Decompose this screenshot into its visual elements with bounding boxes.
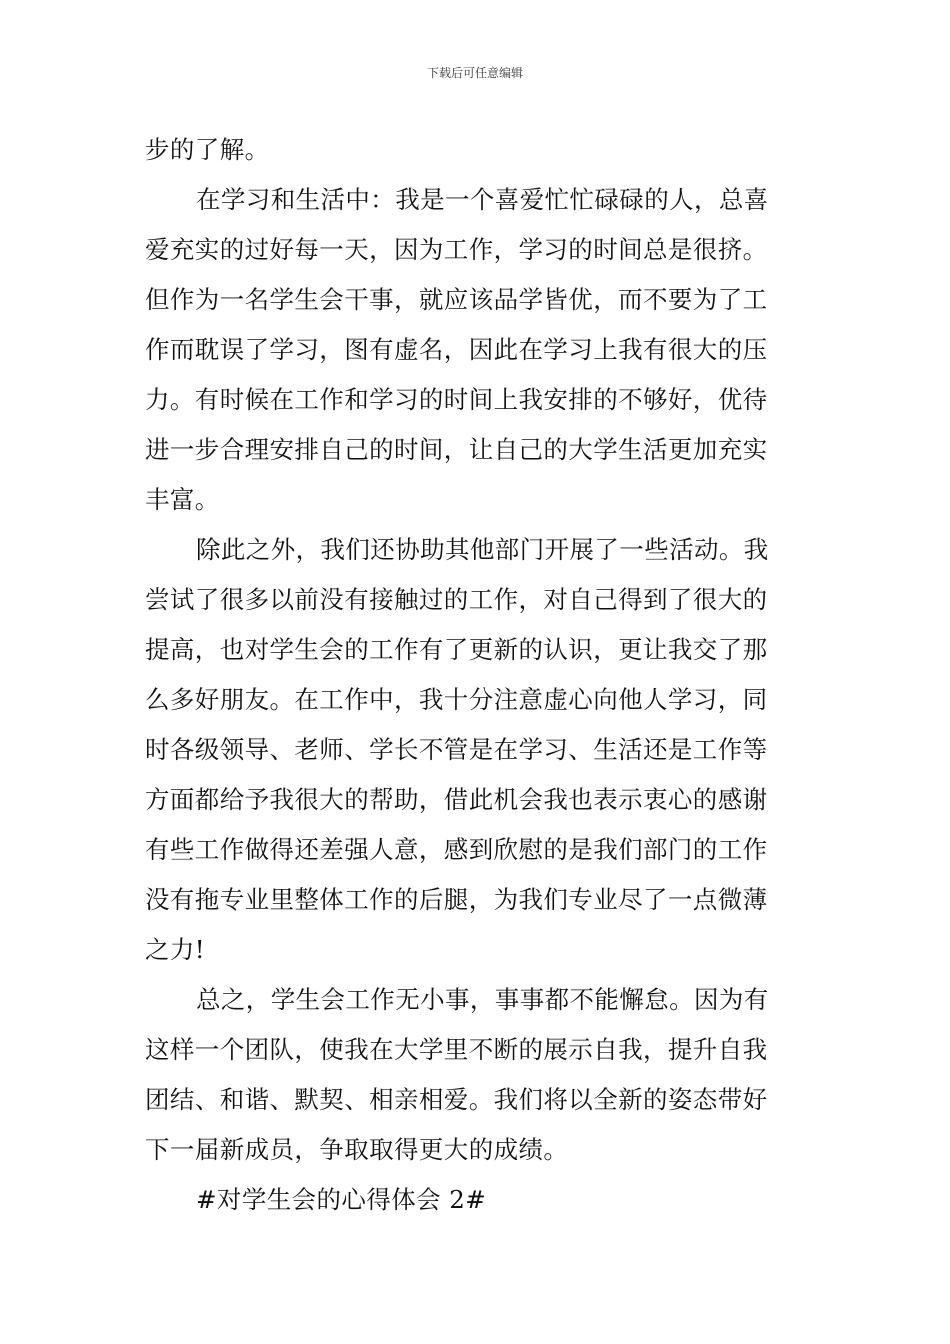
- text-line: 但作为一名学生会干事，就应该品学皆优，而不要为了工: [145, 285, 768, 314]
- text-line: 提高，也对学生会的工作有了更新的认识，更让我交了那: [145, 635, 768, 664]
- text-line: 没有拖专业里整体工作的后腿，为我们专业尽了一点微薄: [145, 885, 768, 914]
- text-line: 有些工作做得还差强人意，感到欣慰的是我们部门的工作: [145, 835, 768, 864]
- text-line: 步的了解。: [145, 135, 270, 164]
- paragraph-first-line: 总之，学生会工作无小事，事事都不能懈怠。因为有: [196, 985, 769, 1014]
- text-line: 尝试了很多以前没有接触过的工作，对自己得到了很大的: [145, 585, 768, 614]
- paragraph-first-line: 除此之外，我们还协助其他部门开展了一些活动。我: [196, 535, 769, 564]
- text-line: 这样一个团队，使我在大学里不断的展示自我，提升自我: [145, 1035, 768, 1064]
- text-line: 下一届新成员，争取取得更大的成绩。: [145, 1135, 569, 1164]
- text-line: 之力!: [145, 935, 206, 964]
- text-line: 进一步合理安排自己的时间，让自己的大学生活更加充实: [145, 435, 768, 464]
- text-line: 团结、和谐、默契、相亲相爱。我们将以全新的姿态带好: [145, 1085, 768, 1114]
- text-line: 时各级领导、老师、学长不管是在学习、生活还是工作等: [145, 735, 768, 764]
- text-line: 爱充实的过好每一天，因为工作，学习的时间总是很挤。: [145, 235, 768, 264]
- page-header-note: 下载后可任意编辑: [426, 66, 523, 80]
- section-heading: #对学生会的心得体会 2#: [196, 1185, 487, 1214]
- text-line: 么多好朋友。在工作中，我十分注意虚心向他人学习，同: [145, 685, 768, 714]
- text-line: 方面都给予我很大的帮助，借此机会我也表示衷心的感谢: [145, 785, 768, 814]
- paragraph-first-line: 在学习和生活中：我是一个喜爱忙忙碌碌的人，总喜: [196, 185, 769, 214]
- text-line: 力。有时候在工作和学习的时间上我安排的不够好，优待: [145, 385, 768, 414]
- text-line: 作而耽误了学习，图有虚名，因此在学习上我有很大的压: [145, 335, 768, 364]
- text-line: 丰富。: [145, 485, 220, 514]
